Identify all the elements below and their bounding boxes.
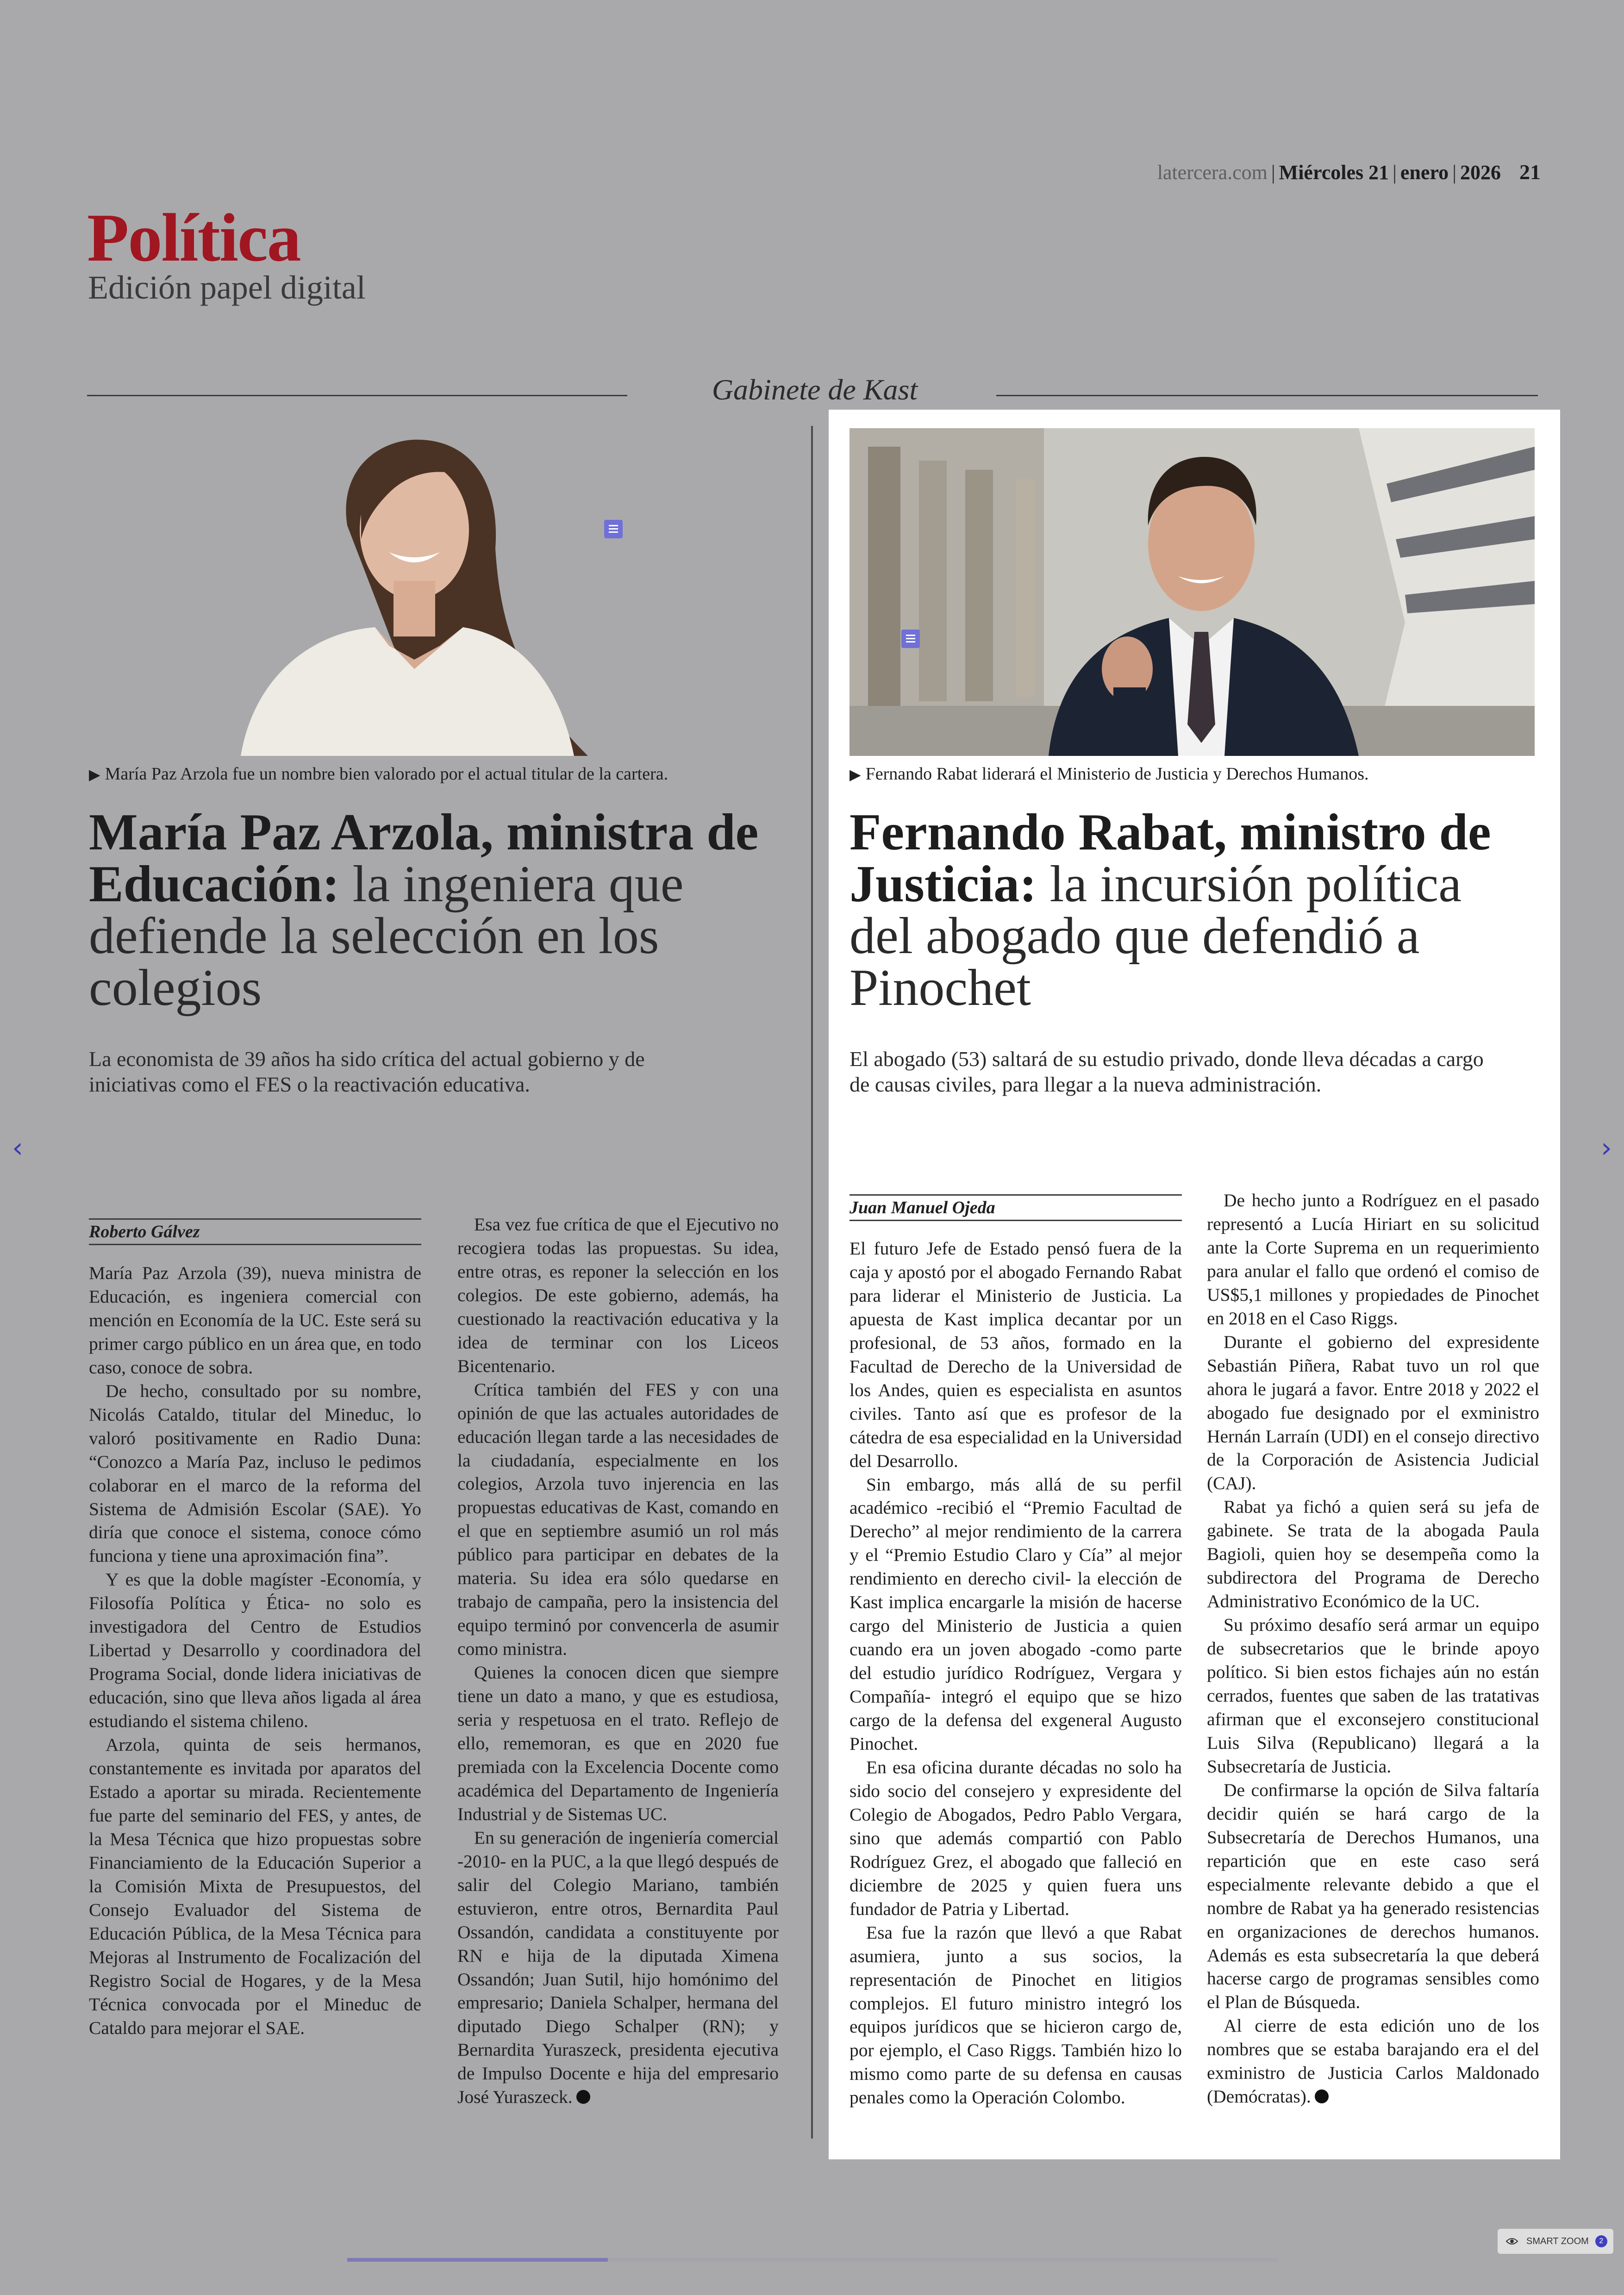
arzola-photo — [222, 428, 602, 756]
section-subtitle: Edición papel digital — [88, 269, 366, 306]
paragraph: Esa fue la razón que llevó a que Rabat asumiera, junto a sus socios, la representación de Pinochet en litigios complejos. El futuro ministro integró los equipos jurídicos que se hicieron cargo de, por ejemplo, el Caso Riggs. También hizo lo mismo como parte de su defensa en causas penales como la Operación Colombo. — [849, 1922, 1182, 2108]
paragraph: Su próximo desafío será armar un equipo de subsecretarios que le brinde apoyo político. Si bien estos fichajes aún no están cerrados, fuentes que saben de las tratativas afirman que el exconsejero constitucional Luis Silva (Republicano) llegará a la Subsecretaría de Justicia. — [1207, 1615, 1539, 1777]
rabat-dek: El abogado (53) saltará de su estudio privado, donde lleva décadas a cargo de causas civiles, para llegar a la nueva administración. — [849, 1047, 1484, 1097]
smart-zoom-label: SMART ZOOM — [1526, 2236, 1589, 2246]
arzola-photo-caption — [89, 764, 668, 784]
next-page-button[interactable]: › — [1601, 1132, 1612, 1164]
paragraph: Quienes la conocen dicen que siempre tiene un dato a mano, y que es estudiosa, seria y respetuosa en el trato. Reflejo de ello, rememoran, es que en 2020 fue premiada con la Excelencia Docente como académica del Departamento de Ingeniería Industrial y de Sistemas UC. — [457, 1662, 779, 1824]
byline-roberto-galvez: Roberto Gálvez — [89, 1218, 421, 1245]
kicker: Gabinete de Kast — [712, 373, 918, 406]
kicker-rule-left — [87, 395, 627, 396]
page-progress-fill — [347, 2258, 608, 2262]
annotation-badge-right[interactable] — [901, 630, 920, 648]
annotation-badge-left[interactable] — [604, 520, 623, 538]
paragraph: María Paz Arzola (39), nueva ministra de Educación, es ingeniera comercial con mención en Economía de la UC. Este será su primer cargo público en un área que, en todo caso, conoce de sobra. — [89, 1263, 421, 1378]
rabat-column-1 — [849, 1237, 1182, 2109]
page-number: 21 — [1519, 160, 1541, 184]
rabat-portrait-graphic — [849, 428, 1535, 756]
arzola-portrait-graphic — [222, 428, 602, 756]
arzola-dek: La economista de 39 años ha sido crítica del actual gobierno y de iniciativas como el FES o la reactivación educativa. — [89, 1047, 645, 1097]
paragraph: De confirmarse la opción de Silva faltaría decidir quién se hará cargo de la Subsecretaría de Derechos Humanos, una repartición que en este caso será especialmente relevante debido a que el nombre de Rabat ya ha generado resistencias en organizaciones de derechos humanos. Además es esta subsecretaría la que deberá hacerse cargo de programas sensibles como el Plan de Búsqueda. — [1207, 1779, 1539, 2013]
end-of-article-icon — [1315, 2089, 1329, 2103]
caption-arrow-icon: ▶ — [849, 766, 861, 783]
paragraph: Al cierre de esta edición uno de los nombres que se estaba barajando era el del exministro de Justicia Carlos Maldonado (Demócratas). — [1207, 2015, 1539, 2107]
caption-text: María Paz Arzola fue un nombre bien valorado por el actual titular de la cartera. — [105, 764, 668, 784]
previous-page-button[interactable]: ‹ — [12, 1132, 23, 1164]
eye-icon — [1506, 2238, 1518, 2245]
headline-bold: Fernando Rabat, ministro de Justicia: — [849, 804, 1491, 913]
caption-arrow-icon: ▶ — [89, 766, 100, 783]
section-title: Política — [87, 200, 300, 276]
issue-year: 2026 — [1460, 161, 1501, 184]
paragraph: El futuro Jefe de Estado pensó fuera de la caja y apostó por el abogado Fernando Rabat para liderar el Ministerio de Justicia. La apuesta de Kast implica decantar por un profesional, de 53 años, formado en la Facultad de Derecho de la Universidad de los Andes, quien es especialista en asuntos civiles. Tanto así que es profesor de la cátedra de esa especialidad en la Universidad del Desarrollo. — [849, 1238, 1182, 1471]
arzola-headline — [89, 804, 760, 1017]
rabat-column-2 — [1207, 1189, 1539, 2108]
paragraph: Crítica también del FES y con una opinión de que las actuales autoridades de educación llegan tarde a las necesidades de la ciudadanía, especialmente en los colegios, Arzola tuvo injerencia en las propuestas educativas de Kast, comando en el que en septiembre asumió un rol más público para participar en debates de la materia. Su idea era sólo quedarse en trabajo de campaña, pero la insistencia del equipo terminó por convencerla de asumir como ministra. — [457, 1379, 779, 1659]
headline-light: la incursión política del abogado que defendió a Pinochet — [849, 855, 1462, 1017]
paragraph: De hecho junto a Rodríguez en el pasado representó a Lucía Hiriart en su solicitud ante la Corte Suprema en un requerimiento para anular el fallo que ordenó el comiso de US$5,1 millones y propiedades de Pinochet en 2018 en el Caso Riggs. — [1207, 1190, 1539, 1328]
column-divider — [811, 426, 813, 2139]
paragraph: Esa vez fue crítica de que el Ejecutivo no recogiera todas las propuestas. Su idea, entre otras, es reponer la selección en los colegios. De este gobierno, además, ha cuestionado la reactivación educativa y la idea de terminar con los Liceos Bicentenario. — [457, 1214, 779, 1376]
rabat-headline — [849, 804, 1535, 1017]
site-name: latercera.com — [1157, 161, 1268, 184]
caption-text: Fernando Rabat liderará el Ministerio de Justicia y Derechos Humanos. — [865, 764, 1369, 784]
issue-weekday-day: Miércoles 21 — [1279, 161, 1389, 184]
kicker-rule-right — [996, 395, 1538, 396]
rabat-photo-caption — [849, 764, 1369, 784]
byline-juan-manuel-ojeda: Juan Manuel Ojeda — [849, 1194, 1182, 1221]
paragraph: De hecho, consultado por su nombre, Nicolás Cataldo, titular del Mineduc, lo valoró positivamente en Radio Duna: “Conozco a María Paz, incluso le pedimos colaborar en el marco de la reforma del Sistema de Admisión Escolar (SAE). Yo diría que conoce el sistema, conoce cómo funciona y tiene una aproximación fina”. — [89, 1380, 421, 1566]
headline-bold: María Paz Arzola, ministra de Educación: — [89, 804, 759, 913]
paragraph: Rabat ya fichó a quien será su jefa de gabinete. Se trata de la abogada Paula Bagioli, quien hoy se desempeña como la subdirectora del Programa de Derecho Administrativo Económico de la UC. — [1207, 1497, 1539, 1612]
arzola-column-1 — [89, 1261, 421, 2039]
paragraph: Arzola, quinta de seis hermanos, constantemente es invitada por aparatos del Estado a aportar su mirada. Recientemente fue parte del seminario del FES, y antes, de la Mesa Técnica que hizo propuestas sobre Financiamiento de la Educación Superior a la Comisión Mixta de Presupuestos, del Consejo Evaluador del Sistema de Educación Pública, de la Mesa Técnica para Mejoras al Instrumento de Focalización del Registro Social de Hogares, y de la Mesa Técnica convocada por el Mineduc de Cataldo para mejorar el SAE. — [89, 1734, 421, 2038]
paragraph: En su generación de ingeniería comercial -2010- en la PUC, a la que llegó después de salir del Colegio Mariano, también estuvieron, entre otros, Bernardita Paul Ossandón, candidata a constituyente por RN e hija de la diputada Ximena Ossandón; Juan Sutil, hijo homónimo del empresario; Daniela Schalper, hermana del diputado Diego Schalper (RN); y Bernardita Yuraszeck, presidenta ejecutiva de Impulso Docente e hija del empresario José Yuraszeck. — [457, 1827, 779, 2108]
smart-zoom-count: 2 — [1595, 2235, 1607, 2247]
end-of-article-icon — [576, 2090, 590, 2104]
issue-date-line: latercera.com | Miércoles 21 | enero | 2026 21 — [1157, 160, 1541, 184]
arzola-column-2 — [457, 1213, 779, 2109]
paragraph: Durante el gobierno del expresidente Sebastián Piñera, Rabat tuvo un rol que ahora le jugará a favor. Entre 2018 y 2022 el abogado fue designado por el exministro Hernán Larraín (UDI) en el consejo directivo de la Corporación de Asistencia Judicial (CAJ). — [1207, 1331, 1539, 1494]
paragraph: Y es que la doble magíster -Economía, y Filosofía Política y Ética- no solo es investigadora del Centro de Estudios Libertad y Desarrollo y coordinadora del Programa Social, donde lidera iniciativas de educación, sino que lleva años ligada al área estudiando el sistema chileno. — [89, 1569, 421, 1732]
paragraph: Sin embargo, más allá de su perfil académico -recibió el “Premio Facultad de Derecho” al mejor rendimiento de la carrera y el “Premio Estudio Claro y Cía” al mejor rendimiento en derecho civil- la elección de Kast implica encargarle la misión de hacerse cargo del Ministerio de Justicia a quien cuando era un joven abogado -como parte del estudio jurídico Rodríguez, Vergara y Compañía- integró el equipo que se hizo cargo de la defensa del exgeneral Augusto Pinochet. — [849, 1474, 1182, 1754]
issue-month: enero — [1400, 161, 1449, 184]
rabat-photo — [849, 428, 1535, 756]
smart-zoom-button[interactable] — [1498, 2229, 1613, 2254]
paragraph: En esa oficina durante décadas no solo ha sido socio del consejero y expresidente del Colegio de Abogados, Pedro Pablo Vergara, sino que además compartió con Pablo Rodríguez Grez, el abogado que falleció en diciembre de 2025 y quien fuera uns fundador de Patria y Libertad. — [849, 1757, 1182, 1919]
headline-light: la ingeniera que defiende la selección en los colegios — [89, 855, 684, 1017]
